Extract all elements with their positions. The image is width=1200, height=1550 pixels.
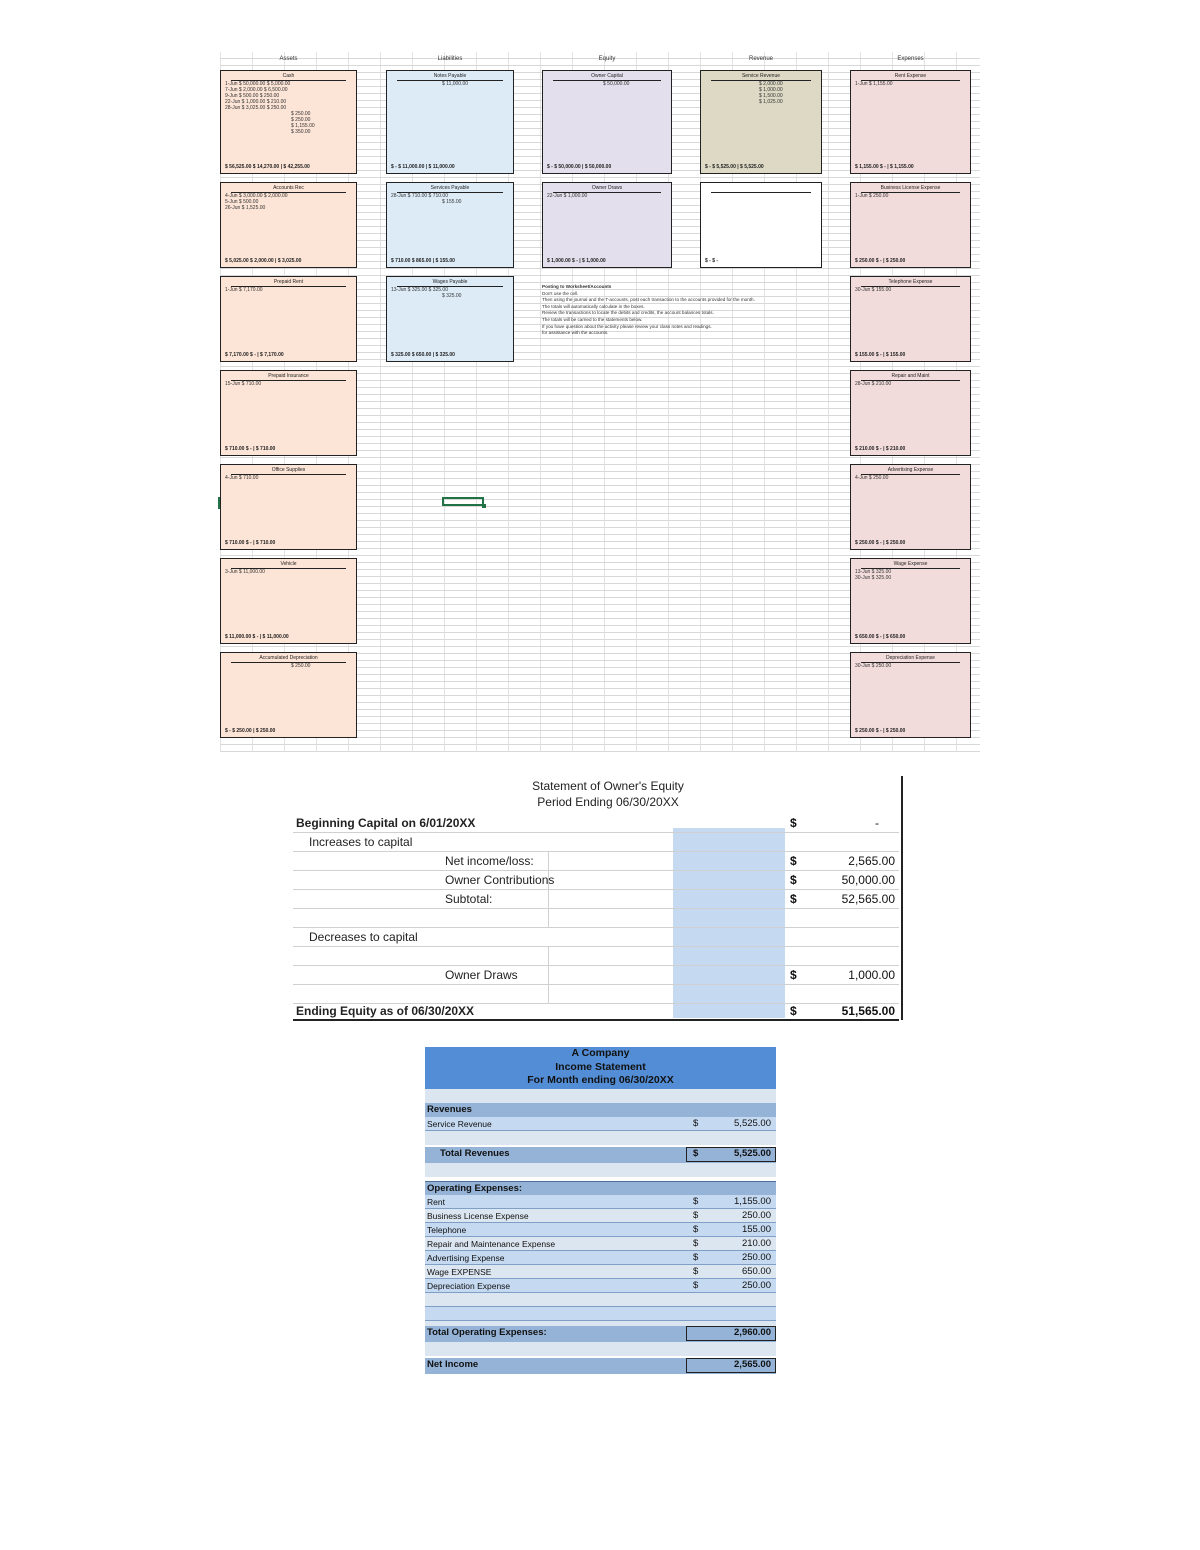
income-statement-header <box>425 1047 776 1089</box>
t-account-repair-maintenance-expense[interactable]: Repair and Maint 28-Jun $ 210.00 $ 210.00 $ - | $ 210.00 <box>850 370 971 456</box>
t-account-worksheet <box>220 52 980 752</box>
income-statement <box>425 1047 776 1377</box>
t-account-advertising-expense[interactable]: Advertising Expense 4-Jun $ 250.00 $ 250.00 $ - | $ 250.00 <box>850 464 971 550</box>
t-account-owner-draws[interactable]: Owner Draws 22-Jun $ 1,000.00 $ 1,000.00 $ - | $ 1,000.00 <box>542 182 672 268</box>
t-account-cash[interactable]: Cash 1-Jun $ 50,000.00 $ 5,000.00 7-Jun $ 2,000.00 $ 6,500.00 9-Jun $ 500.00 $ 250.00 22-Jun $ 1,000.00 $ 210.00 28-Jun $ 3,025.00 $ 250.00 $ 250.00 $ 250.00 $ 1,155.00 $ 350.00 $ 56,525.00 $ 14,270.00 | $ 42,255.00 <box>220 70 357 174</box>
statement-title: Statement of Owner's Equity <box>532 779 684 793</box>
service-revenue-row: Service Revenue $ 5,525.00 <box>425 1117 776 1131</box>
t-account-business-license-expense[interactable]: Business License Expense 1-Jun $ 250.00 $ 250.00 $ - | $ 250.00 <box>850 182 971 268</box>
company-name: A Company <box>571 1047 630 1059</box>
column-header-liabilities: Liabilities <box>437 56 463 62</box>
t-account-notes-payable[interactable]: Notes Payable $ 11,000.00 $ - $ 11,000.00 | $ 11,000.00 <box>386 70 514 174</box>
expense-row: Depreciation Expense $ 250.00 <box>425 1279 776 1293</box>
selected-cell[interactable] <box>442 497 484 506</box>
t-account-owner-capital[interactable]: Owner Capital $ 50,000.00 $ - $ 50,000.00 | $ 50,000.00 <box>542 70 672 174</box>
t-account-wages-payable[interactable]: Wages Payable 13-Jun $ 325.00 $ 325.00 $ 325.00 $ 325.00 $ 650.00 | $ 325.00 <box>386 276 514 362</box>
right-border <box>901 776 903 1020</box>
t-account-wage-expense[interactable]: Wage Expense 13-Jun $ 325.00 30-Jun $ 325.00 $ 650.00 $ - | $ 650.00 <box>850 558 971 644</box>
beginning-capital-row: Beginning Capital on 6/01/20XX $ - <box>293 814 899 833</box>
t-account-depreciation-expense[interactable]: Depreciation Expense 30-Jun $ 250.00 $ 250.00 $ - | $ 250.00 <box>850 652 971 738</box>
total-operating-expenses-row: Total Operating Expenses: 2,960.00 <box>425 1326 776 1342</box>
t-account-service-revenue[interactable]: Service Revenue $ 2,000.00 $ 1,000.00 $ 1,500.00 $ 1,025.00 $ - $ 5,525.00 | $ 5,525.00 <box>700 70 822 174</box>
decreases-row: Decreases to capital <box>293 928 899 947</box>
t-account-prepaid-insurance[interactable]: Prepaid Insurance 15-Jun $ 710.00 $ 710.00 $ - | $ 710.00 <box>220 370 357 456</box>
owner-contributions-row: Owner Contributions $ 50,000.00 <box>293 871 899 890</box>
statement-title: Income Statement <box>555 1060 646 1073</box>
statement-of-owners-equity <box>293 776 903 1020</box>
revenues-heading-row: Revenues <box>425 1103 776 1117</box>
owner-draws-row: Owner Draws $ 1,000.00 <box>293 966 899 985</box>
column-header-equity: Equity <box>598 56 616 62</box>
expense-row: Business License Expense $ 250.00 <box>425 1209 776 1223</box>
total-revenues-row: Total Revenues $ 5,525.00 <box>425 1147 776 1163</box>
row-selection-marker <box>218 497 220 509</box>
subtotal-row: Subtotal: $ 52,565.00 <box>293 890 899 909</box>
net-income-row: Net Income 2,565.00 <box>425 1358 776 1374</box>
column-header-assets: Assets <box>279 56 298 62</box>
expense-row: Telephone $ 155.00 <box>425 1223 776 1237</box>
blank-row-1 <box>293 909 899 928</box>
t-account-services-payable[interactable]: Services Payable 28-Jun $ 710.00 $ 710.00 $ 155.00 $ 710.00 $ 865.00 | $ 155.00 <box>386 182 514 268</box>
statement-period: For Month ending 06/30/20XX <box>527 1074 674 1086</box>
t-account-blank[interactable]: $ - $ - <box>700 182 822 268</box>
posting-instructions: Posting to Worksheet/Accounts Don't use the cell. Then using the journal and the T-accounts, post each transaction to the accounts provided for the month. The totals will automatically calculate in the boxes. Review the transactions to locate the debits and credits, the account balances totals. The totals will be carried to the statements below. If you have question about the activity please review your class notes and readings. for assistance with the accounts. <box>542 284 755 336</box>
expense-row: Rent $ 1,155.00 <box>425 1195 776 1209</box>
increases-row: Increases to capital <box>293 833 899 852</box>
t-account-prepaid-rent[interactable]: Prepaid Rent 1-Jun $ 7,170.00 $ 7,170.00 $ - | $ 7,170.00 <box>220 276 357 362</box>
expense-row: Wage EXPENSE $ 650.00 <box>425 1265 776 1279</box>
t-account-rent-expense[interactable]: Rent Expense 1-Jun $ 1,155.00 $ 1,155.00 $ - | $ 1,155.00 <box>850 70 971 174</box>
t-account-accounts-receivable[interactable]: Accounts Rec 4-Jun $ 3,000.00 $ 2,000.00 5-Jun $ 500.00 26-Jun $ 1,525.00 $ 5,025.00 $ 2,000.00 | $ 3,025.00 <box>220 182 357 268</box>
expense-row: Advertising Expense $ 250.00 <box>425 1251 776 1265</box>
expense-row: Repair and Maintenance Expense $ 210.00 <box>425 1237 776 1251</box>
column-header-revenue: Revenue <box>748 56 774 62</box>
net-income-row: Net income/loss: $ 2,565.00 <box>293 852 899 871</box>
ending-equity-row: Ending Equity as of 06/30/20XX $ 51,565.00 <box>293 1002 899 1021</box>
statement-period: Period Ending 06/30/20XX <box>537 795 679 809</box>
t-account-telephone-expense[interactable]: Telephone Expense 30-Jun $ 155.00 $ 155.00 $ - | $ 155.00 <box>850 276 971 362</box>
t-account-vehicle[interactable]: Vehicle 3-Jun $ 11,000.00 $ 11,000.00 $ - | $ 11,000.00 <box>220 558 357 644</box>
t-account-office-supplies[interactable]: Office Supplies 4-Jun $ 710.00 $ 710.00 $ - | $ 710.00 <box>220 464 357 550</box>
blank-row-2 <box>293 947 899 966</box>
column-header-expenses: Expenses <box>897 56 924 62</box>
t-account-accumulated-depreciation[interactable]: Accumulated Depreciation $ 250.00 $ - $ 250.00 | $ 250.00 <box>220 652 357 738</box>
operating-expenses-heading-row: Operating Expenses: <box>425 1181 776 1195</box>
